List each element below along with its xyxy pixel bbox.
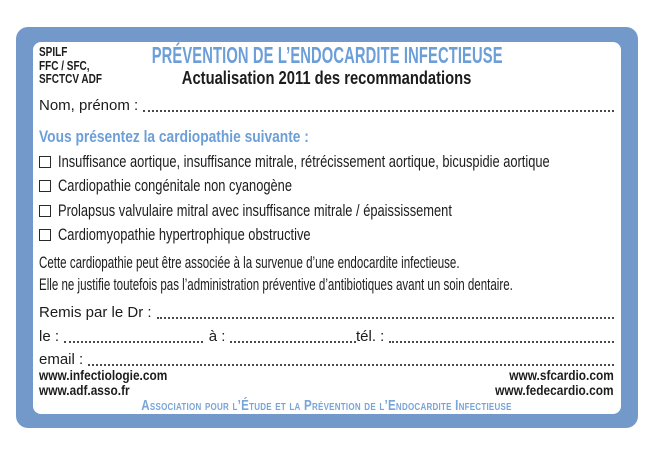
org-line-ffc-sfc: FFC / SFC, — [39, 58, 90, 73]
email-field-label: email : — [39, 351, 84, 368]
doctor-field-label: Remis par le Dr : — [39, 304, 152, 321]
website-infectiologie: www.infectiologie.com — [39, 368, 168, 383]
doctor-input-line[interactable] — [157, 305, 614, 319]
cardiopathy-option-row — [39, 151, 614, 173]
name-field-label: Nom, prénom : — [39, 97, 139, 114]
checkbox-hypertrophic-cardiomyopathy[interactable] — [39, 229, 51, 241]
card-title: PRÉVENTION DE L’ENDOCARDITE INFECTIEUSE — [151, 42, 503, 68]
cardiopathy-option-row — [39, 200, 614, 222]
place-input-line[interactable] — [230, 329, 356, 343]
website-adf-asso: www.adf.asso.fr — [39, 383, 130, 398]
section-heading: Vous présentez la cardiopathie suivante : — [39, 127, 309, 146]
email-input-line[interactable] — [88, 352, 614, 366]
phone-field-label: tél. : — [355, 328, 385, 345]
checkbox-label: Cardiomyopathie hypertrophique obstructive — [58, 225, 311, 244]
checkbox-congenital-cardiopathy[interactable] — [39, 180, 51, 192]
place-field-label: à : — [208, 328, 226, 345]
checkbox-aortic-insufficiency[interactable] — [39, 156, 51, 168]
checkbox-label: Cardiopathie congénitale non cyanogène — [58, 176, 292, 195]
name-input-line[interactable] — [143, 98, 614, 112]
website-sfcardio: www.sfcardio.com — [509, 368, 614, 383]
note-line-2: Elle ne justifie toutefois pas l’administration préventive d’antibiotiques avant un soin dentaire. — [39, 275, 513, 294]
date-field-label: le : — [39, 328, 60, 345]
endocarditis-prevention-card — [16, 27, 638, 428]
card-subtitle: Actualisation 2011 des recommandations — [182, 68, 472, 88]
card-inner-panel — [33, 42, 621, 414]
checkbox-mitral-valve-prolapse[interactable] — [39, 205, 51, 217]
footer-websites-row-1 — [39, 368, 614, 383]
cardiopathy-option-row — [39, 224, 614, 246]
note-paragraph — [39, 253, 614, 296]
website-fedecardio: www.fedecardio.com — [495, 383, 614, 398]
checkbox-label: Insuffisance aortique, insuffisance mitrale, rétrécissement aortique, bicuspidie aortique — [58, 152, 550, 171]
org-line-sfctcv-adf: SFCTCV ADF — [39, 72, 102, 86]
checkbox-label: Prolapsus valvulaire mitral avec insuffisance mitrale / épaississement — [58, 201, 452, 220]
cardiopathy-option-row — [39, 175, 614, 197]
phone-input-line[interactable] — [389, 329, 614, 343]
association-name: Association pour l’Étude et la Prévention de l’Endocardite Infectieuse — [141, 398, 512, 414]
note-line-1: Cette cardiopathie peut être associée à la survenue d’une endocardite infectieuse. — [39, 254, 460, 272]
org-line-spilf: SPILF — [39, 45, 68, 59]
date-input-line[interactable] — [64, 329, 203, 343]
footer-websites-row-2 — [39, 383, 614, 398]
